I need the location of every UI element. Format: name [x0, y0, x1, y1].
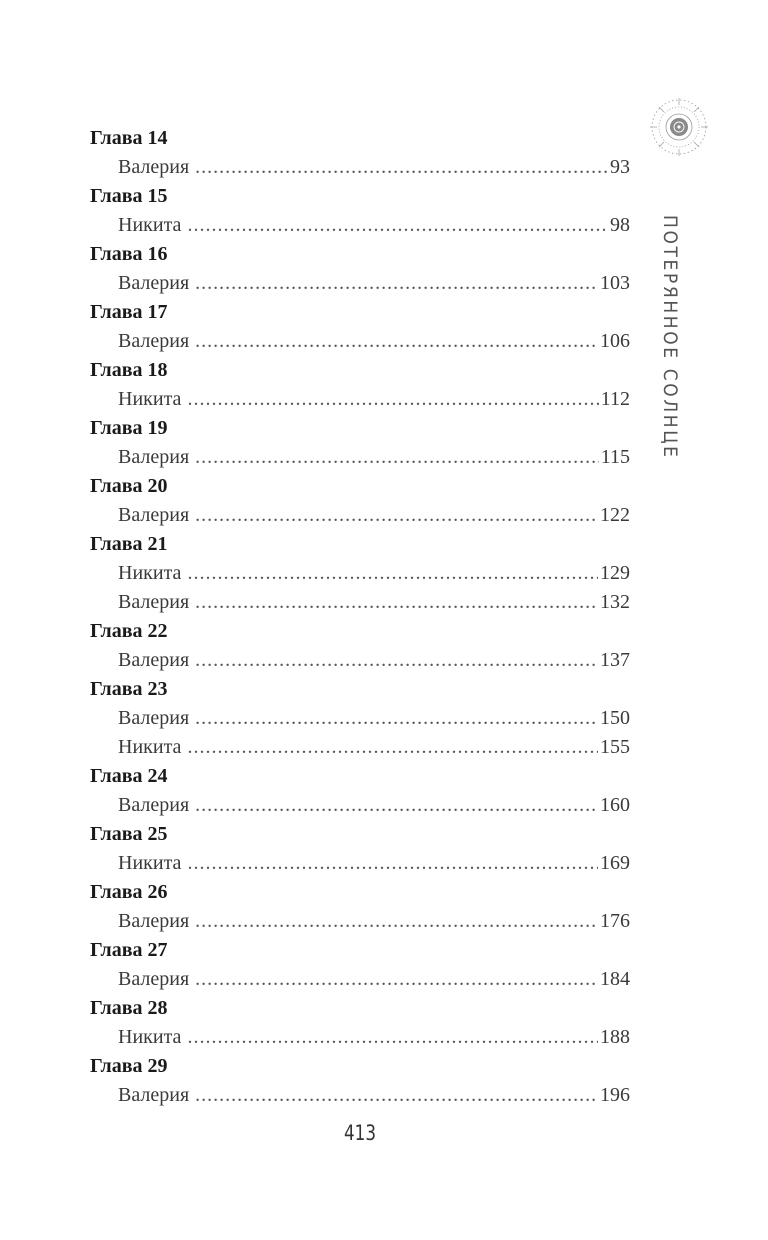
toc-entry — [90, 153, 630, 182]
dot-leader — [187, 559, 598, 588]
table-of-contents — [90, 124, 630, 1110]
toc-entry — [90, 965, 630, 994]
dot-leader — [195, 443, 599, 472]
entry-page-number: 176 — [600, 910, 630, 932]
toc-entry — [90, 646, 630, 675]
chapter-title: Глава 25 — [90, 823, 168, 845]
entry-name: Валерия — [118, 504, 190, 526]
entry-name: Никита — [118, 852, 182, 874]
toc-entry — [90, 327, 630, 356]
toc-entry — [90, 1081, 630, 1110]
entry-page-number: 155 — [600, 736, 630, 758]
dot-leader — [195, 907, 598, 936]
chapter-title: Глава 15 — [90, 185, 168, 207]
entry-name: Никита — [118, 214, 182, 236]
chapter-title: Глава 24 — [90, 765, 168, 787]
entry-page-number: 169 — [600, 852, 630, 874]
entry-name: Валерия — [118, 591, 190, 613]
chapter-title: Глава 27 — [90, 939, 168, 961]
dot-leader — [195, 327, 598, 356]
entry-name: Валерия — [118, 1084, 190, 1106]
entry-name: Никита — [118, 562, 182, 584]
dot-leader — [195, 965, 598, 994]
toc-entry — [90, 385, 630, 414]
page-number: 413 — [343, 1121, 377, 1145]
toc-entry — [90, 211, 630, 240]
dot-leader — [187, 733, 598, 762]
entry-page-number: 115 — [600, 446, 630, 468]
toc-entry — [90, 907, 630, 936]
toc-entry — [90, 1023, 630, 1052]
entry-page-number: 137 — [600, 649, 630, 671]
entry-name: Валерия — [118, 968, 190, 990]
chapter-title: Глава 16 — [90, 243, 168, 265]
entry-page-number: 150 — [600, 707, 630, 729]
dot-leader — [187, 1023, 598, 1052]
entry-page-number: 93 — [610, 156, 630, 178]
entry-page-number: 160 — [600, 794, 630, 816]
entry-name: Никита — [118, 388, 182, 410]
chapter-title: Глава 22 — [90, 620, 168, 642]
toc-entry — [90, 704, 630, 733]
toc-entry — [90, 559, 630, 588]
toc-entry — [90, 443, 630, 472]
toc-entry — [90, 791, 630, 820]
entry-page-number: 103 — [600, 272, 630, 294]
entry-name: Валерия — [118, 794, 190, 816]
sun-emblem-icon — [644, 96, 714, 158]
dot-leader — [195, 791, 598, 820]
entry-page-number: 112 — [600, 388, 630, 410]
chapter-title: Глава 26 — [90, 881, 168, 903]
dot-leader — [187, 385, 598, 414]
entry-name: Валерия — [118, 446, 190, 468]
entry-name: Валерия — [118, 330, 190, 352]
chapter-title: Глава 21 — [90, 533, 168, 555]
chapter-title: Глава 14 — [90, 127, 168, 149]
dot-leader — [195, 153, 608, 182]
chapter-title: Глава 20 — [90, 475, 168, 497]
chapter-title: Глава 18 — [90, 359, 168, 381]
chapter-title: Глава 29 — [90, 1055, 168, 1077]
entry-name: Никита — [118, 736, 182, 758]
chapter-title: Глава 28 — [90, 997, 168, 1019]
entry-page-number: 98 — [610, 214, 630, 236]
dot-leader — [195, 704, 598, 733]
entry-page-number: 188 — [600, 1026, 630, 1048]
entry-page-number: 132 — [600, 591, 630, 613]
dot-leader — [195, 501, 598, 530]
dot-leader — [195, 269, 598, 298]
chapter-title: Глава 23 — [90, 678, 168, 700]
dot-leader — [195, 588, 598, 617]
chapter-title: Глава 19 — [90, 417, 168, 439]
entry-name: Валерия — [118, 707, 190, 729]
toc-entry — [90, 849, 630, 878]
toc-entry — [90, 501, 630, 530]
dot-leader — [195, 646, 598, 675]
toc-entry — [90, 733, 630, 762]
entry-page-number: 129 — [600, 562, 630, 584]
entry-page-number: 122 — [600, 504, 630, 526]
entry-page-number: 196 — [600, 1084, 630, 1106]
entry-name: Никита — [118, 1026, 182, 1048]
chapter-title: Глава 17 — [90, 301, 168, 323]
entry-name: Валерия — [118, 649, 190, 671]
dot-leader — [187, 211, 608, 240]
entry-name: Валерия — [118, 156, 190, 178]
dot-leader — [187, 849, 598, 878]
toc-entry — [90, 269, 630, 298]
entry-page-number: 184 — [600, 968, 630, 990]
entry-page-number: 106 — [600, 330, 630, 352]
dot-leader — [195, 1081, 598, 1110]
toc-entry — [90, 588, 630, 617]
entry-name: Валерия — [118, 910, 190, 932]
book-title-running-head: ПОТЕРЯННОЕ СОЛНЦЕ — [659, 215, 681, 460]
entry-name: Валерия — [118, 272, 190, 294]
